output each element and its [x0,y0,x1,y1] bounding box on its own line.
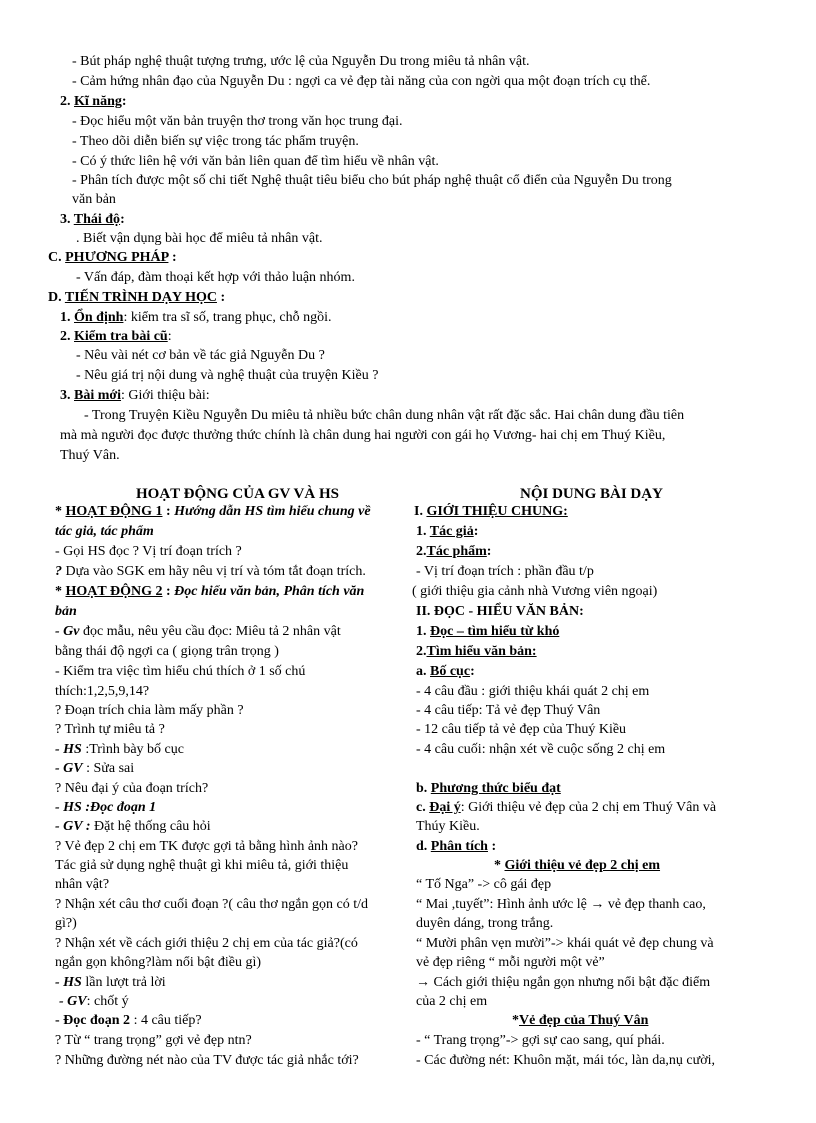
activity-line: bằng thái độ ngợi ca ( giọng trân trọng ) [55,644,279,659]
step-new-lesson: 3. Bài mới: Giới thiệu bài: [60,388,210,403]
intro-line: - Trong Truyện Kiều Nguyễn Du miêu tả nhiều bức chân dung nhân vật rất đặc sắc. Hai chân dung đầu tiên [84,408,685,423]
content-line: “ Mười phân vẹn mười”-> khái quát vẻ đẹp chung và [416,936,714,951]
structure-heading: a. Bố cục: [416,664,475,679]
section-reading-heading: II. ĐỌC - HIỂU VĂN BẢN: [416,604,584,619]
activity-line: ? Đoạn trích chia làm mấy phần ? [55,703,244,718]
attitude-heading: 3. Thái độ: [60,212,125,227]
activity-line: Tác giả sử dụng nghệ thuật gì khi miêu tả, giới thiệu [55,858,349,873]
activity-line: - HS lần lượt trả lời [55,975,166,990]
content-line: - 4 câu đầu : giới thiệu khái quát 2 chị em [416,684,650,699]
activity-line: ngắn gọn không?làm nổi bật điều gì) [55,955,262,970]
activity-line: - GV : Sửa sai [55,761,135,776]
activity-2-heading: * HOẠT ĐỘNG 2 : Đọc hiểu văn bản, Phân tích văn [55,584,365,599]
activity-line: - Gv đọc mẫu, nêu yêu cầu đọc: Miêu tả 2 nhân vật [55,624,341,639]
activity-line: ? Những đường nét nào của TV được tác giả nhắc tới? [55,1053,359,1068]
activity-line: ? Nêu đại ý của đoạn trích? [55,781,209,796]
activity-line: ? Nhận xét câu thơ cuối đoạn ?( câu thơ ngắn gọn có t/d [55,897,368,912]
activity-line: - GV: chốt ý [59,994,129,1009]
activity-line: - Gọi HS đọc ? Vị trí đoạn trích ? [55,544,242,559]
skill-item: - Có ý thức liên hệ với văn bản liên quan để tìm hiểu về nhân vật. [72,154,439,169]
skills-heading: 2. Kĩ năng: [60,94,127,109]
objective-line: - Cảm hứng nhân đạo của Nguyễn Du : ngợi ca vẻ đẹp tài năng của con ngời qua một đoạn trích cụ thể. [72,74,651,89]
step-stabilize: 1. Ổn định: kiểm tra sĩ số, trang phục, chỗ ngồi. [60,310,332,325]
activity-line: - HS :Trình bày bố cục [55,742,184,757]
content-line: - “ Trang trọng”-> gợi sự cao sang, quí phái. [416,1033,665,1048]
two-sisters-heading: * Giới thiệu vẻ đẹp 2 chị em [494,858,661,873]
section-intro-heading: I. GIỚI THIỆU CHUNG: [414,504,568,519]
content-line: “ Mai ,tuyết”: Hình ảnh ước lệ → vẻ đẹp thanh cao, [416,897,706,912]
vocab-heading: 1. Đọc – tìm hiểu từ khó [416,624,560,639]
content-line: của 2 chị em [416,994,488,1009]
content-line: Thúy Kiều. [416,819,480,834]
thuy-van-heading: *Vẻ đẹp của Thuý Vân [512,1013,649,1028]
review-item: - Nêu vài nét cơ bản về tác giả Nguyễn Du ? [76,348,325,363]
right-column-header: NỘI DUNG BÀI DẠY [520,486,663,502]
analysis-heading: 2.Tìm hiểu văn bản: [416,644,537,659]
work-heading: 2.Tác phẩm: [416,544,492,559]
method-text: - Vấn đáp, đàm thoại kết hợp với thảo luận nhóm. [76,270,355,285]
intro-line: mà mà người đọc được thưởng thức chính là chân dung hai người con gái họ Vương- hai chị em Thuý Kiều, [60,428,666,443]
author-heading: 1. Tác giả: [416,524,479,539]
activity-line: - Đọc đoạn 2 : 4 câu tiếp? [55,1013,202,1028]
content-line: - 4 câu tiếp: Tả vẻ đẹp Thuý Vân [416,703,601,718]
activity-2-heading-cont: bản [55,604,77,619]
process-heading: D. TIẾN TRÌNH DẠY HỌC : [48,290,226,305]
method-heading: C. PHƯƠNG PHÁP : [48,250,177,265]
detail-analysis-heading: d. Phân tích : [416,839,497,854]
activity-1-heading-cont: tác giả, tác phẩm [55,524,154,539]
step-review: 2. Kiểm tra bài cũ: [60,329,172,344]
expression-heading: b. Phương thức biểu đạt [416,781,561,796]
activity-line: - Kiểm tra việc tìm hiểu chú thích ở 1 số chú [55,664,306,679]
intro-line: Thuý Vân. [60,448,120,463]
activity-line: ? Nhận xét về cách giới thiệu 2 chị em của tác giả?(có [55,936,358,951]
activity-line: ? Vẻ đẹp 2 chị em TK được gợi tả bằng hình ảnh nào? [55,839,358,854]
main-idea: c. Đại ý: Giới thiệu vẻ đẹp của 2 chị em Thuý Vân và [416,800,717,815]
skill-item: văn bản [72,192,116,207]
skill-item: - Theo dõi diễn biến sự việc trong tác phẩm truyện. [72,134,359,149]
content-line: → Cách giới thiệu ngắn gọn nhưng nổi bật đặc điểm [416,975,711,990]
activity-line: gì?) [55,916,77,931]
objective-line: - Bút pháp nghệ thuật tượng trưng, ước lệ của Nguyễn Du trong miêu tả nhân vật. [72,54,530,69]
content-line: - Các đường nét: Khuôn mặt, mái tóc, làn da,nụ cười, [416,1053,716,1068]
activity-line: - HS :Đọc đoạn 1 [55,800,157,815]
skill-item: - Phân tích được một số chi tiết Nghệ thuật tiêu biểu cho bút pháp nghệ thuật cổ điển của Nguyễn Du trong [72,173,672,188]
activity-line: - GV : Đặt hệ thống câu hỏi [55,819,211,834]
activity-line: thích:1,2,5,9,14? [55,684,150,699]
content-line: - 4 câu cuối: nhận xét về cuộc sống 2 chị em [416,742,666,757]
left-column-header: HOẠT ĐỘNG CỦA GV VÀ HS [136,486,339,502]
content-line: ( giới thiệu gia cảnh nhà Vương viên ngoại) [412,584,658,599]
content-line: “ Tố Nga” -> cô gái đẹp [416,877,552,892]
attitude-item: . Biết vận dụng bài học để miêu tả nhân vật. [76,231,323,246]
activity-line: nhân vật? [55,877,110,892]
review-item: - Nêu giá trị nội dung và nghệ thuật của truyện Kiều ? [76,368,379,383]
content-line: - 12 câu tiếp tả vẻ đẹp của Thuý Kiều [416,722,627,737]
content-line: - Vị trí đoạn trích : phần đầu t/p [416,564,594,579]
activity-1-heading: * HOẠT ĐỘNG 1 : Hướng dẫn HS tìm hiểu chung về [55,504,371,519]
skill-item: - Đọc hiểu một văn bản truyện thơ trong văn học trung đại. [72,114,403,129]
activity-line: ? Trình tự miêu tả ? [55,722,165,737]
activity-line: ? Từ “ trang trọng” gợi vẻ đẹp ntn? [55,1033,252,1048]
content-line: vẻ đẹp riêng “ mỗi người một vẻ” [416,955,605,970]
activity-line: ? Dựa vào SGK em hãy nêu vị trí và tóm tắt đoạn trích. [55,564,366,579]
content-line: duyên dáng, trong trắng. [416,916,554,931]
